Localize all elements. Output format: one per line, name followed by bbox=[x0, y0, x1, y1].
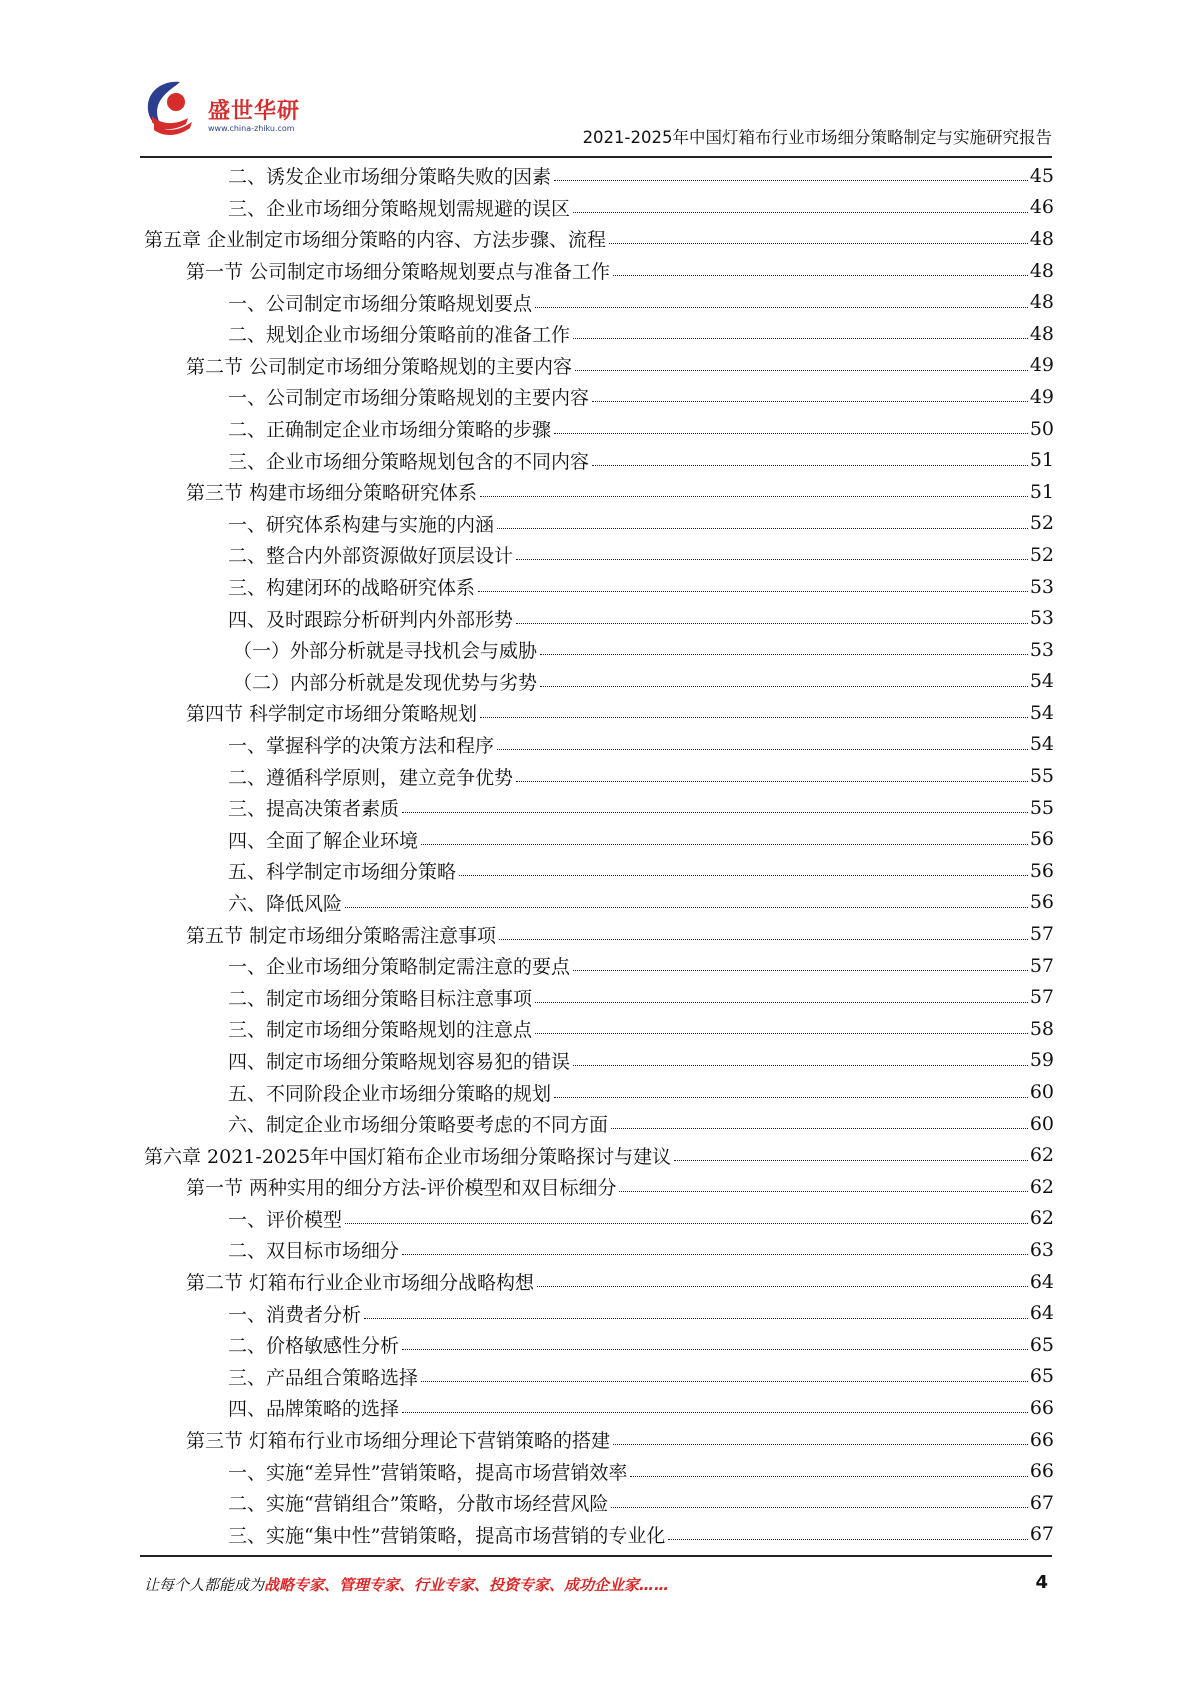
toc-dot-leader bbox=[554, 1097, 1028, 1098]
toc-entry[interactable] bbox=[144, 223, 1054, 255]
toc-entry[interactable] bbox=[228, 381, 1054, 413]
toc-dot-leader bbox=[497, 749, 1028, 750]
toc-entry-page: 62 bbox=[1029, 1207, 1054, 1230]
toc-entry[interactable] bbox=[228, 160, 1054, 192]
toc-entry-title: 第二节 灯箱布行业企业市场细分战略构想 bbox=[186, 1272, 535, 1295]
toc-entry-title: 第五节 制定市场细分策略需注意事项 bbox=[186, 924, 497, 947]
toc-entry-title: 一、消费者分析 bbox=[228, 1303, 362, 1326]
toc-dot-leader bbox=[535, 307, 1028, 308]
toc-entry-page: 49 bbox=[1029, 354, 1054, 377]
toc-entry[interactable] bbox=[228, 1013, 1054, 1045]
toc-entry[interactable] bbox=[228, 539, 1054, 571]
toc-dot-leader bbox=[480, 496, 1028, 497]
toc-entry-title: 二、整合内外部资源做好顶层设计 bbox=[228, 545, 514, 568]
toc-entry[interactable] bbox=[228, 602, 1054, 634]
toc-dot-leader bbox=[674, 1160, 1028, 1161]
toc-dot-leader bbox=[540, 686, 1028, 687]
toc-entry[interactable] bbox=[228, 1392, 1054, 1424]
toc-entry[interactable] bbox=[228, 1076, 1054, 1108]
toc-dot-leader bbox=[592, 401, 1028, 402]
toc-dot-leader bbox=[613, 1444, 1028, 1445]
toc-entry-title: 二、规划企业市场细分策略前的准备工作 bbox=[228, 324, 571, 347]
toc-entry[interactable] bbox=[228, 981, 1054, 1013]
toc-entry[interactable] bbox=[228, 1234, 1054, 1266]
toc-entry[interactable] bbox=[228, 1361, 1054, 1393]
toc-entry-title: 二、制定市场细分策略目标注意事项 bbox=[228, 987, 533, 1010]
toc-dot-leader bbox=[421, 844, 1028, 845]
toc-entry-title: 一、企业市场细分策略制定需注意的要点 bbox=[228, 956, 571, 979]
toc-entry-title: 一、公司制定市场细分策略规划要点 bbox=[228, 292, 533, 315]
toc-dot-leader bbox=[345, 1223, 1028, 1224]
toc-entry[interactable] bbox=[186, 697, 1054, 729]
logo-emblem-icon bbox=[140, 78, 206, 140]
toc-dot-leader bbox=[611, 1128, 1028, 1129]
toc-dot-leader bbox=[554, 433, 1028, 434]
toc-entry-title: 三、企业市场细分策略规划包含的不同内容 bbox=[228, 450, 590, 473]
toc-entry-title: 三、实施“集中性”营销策略，提高市场营销的专业化 bbox=[228, 1524, 666, 1547]
header-divider bbox=[140, 156, 1052, 158]
toc-entry[interactable] bbox=[228, 823, 1054, 855]
toc-entry-page: 53 bbox=[1029, 638, 1054, 661]
toc-dot-leader bbox=[402, 812, 1028, 813]
toc-dot-leader bbox=[402, 1254, 1028, 1255]
toc-entry[interactable] bbox=[186, 476, 1054, 508]
toc-entry-title: 五、不同阶段企业市场细分策略的规划 bbox=[228, 1082, 552, 1105]
toc-dot-leader bbox=[592, 465, 1028, 466]
toc-entry-page: 48 bbox=[1029, 291, 1054, 314]
toc-entry[interactable] bbox=[228, 855, 1054, 887]
toc-entry-page: 66 bbox=[1029, 1396, 1054, 1419]
toc-entry-title: 一、实施“差异性”营销策略，提高市场营销效率 bbox=[228, 1461, 628, 1484]
toc-entry-title: 三、提高决策者素质 bbox=[228, 798, 400, 821]
toc-entry-page: 67 bbox=[1029, 1523, 1054, 1546]
toc-entry-page: 62 bbox=[1029, 1175, 1054, 1198]
toc-dot-leader bbox=[668, 1539, 1027, 1540]
toc-dot-leader bbox=[573, 970, 1028, 971]
toc-entry[interactable] bbox=[228, 729, 1054, 761]
toc-dot-leader bbox=[613, 275, 1028, 276]
toc-entry-title: 二、诱发企业市场细分策略失败的因素 bbox=[228, 166, 552, 189]
toc-dot-leader bbox=[535, 1033, 1028, 1034]
toc-dot-leader bbox=[459, 875, 1028, 876]
toc-dot-leader bbox=[345, 907, 1028, 908]
toc-dot-leader bbox=[554, 180, 1028, 181]
toc-entry-page: 48 bbox=[1029, 227, 1054, 250]
toc-entry-title: 第三节 灯箱布行业市场细分理论下营销策略的搭建 bbox=[186, 1430, 611, 1453]
toc-entry[interactable] bbox=[228, 760, 1054, 792]
toc-entry-page: 65 bbox=[1029, 1333, 1054, 1356]
toc-entry-title: 第五章 企业制定市场细分策略的内容、方法步骤、流程 bbox=[144, 229, 607, 252]
toc-entry-title: 第六章 2021-2025年中国灯箱布企业市场细分策略探讨与建议 bbox=[144, 1145, 672, 1168]
toc-entry-page: 50 bbox=[1029, 417, 1054, 440]
toc-entry[interactable] bbox=[228, 950, 1054, 982]
toc-entry[interactable] bbox=[228, 286, 1054, 318]
toc-entry-title: （一）外部分析就是寻找机会与威胁 bbox=[233, 640, 538, 663]
toc-dot-leader bbox=[535, 1002, 1028, 1003]
toc-entry[interactable] bbox=[228, 792, 1054, 824]
toc-entry-page: 62 bbox=[1029, 1144, 1054, 1167]
toc-dot-leader bbox=[421, 1381, 1028, 1382]
toc-entry-page: 53 bbox=[1029, 607, 1054, 630]
toc-entry[interactable] bbox=[233, 666, 1054, 698]
toc-entry[interactable] bbox=[233, 634, 1054, 666]
toc-entry[interactable] bbox=[228, 1045, 1054, 1077]
page-footer bbox=[144, 1574, 1054, 1595]
toc-entry-title: 一、研究体系构建与实施的内涵 bbox=[228, 513, 495, 536]
toc-dot-leader bbox=[630, 1476, 1027, 1477]
toc-entry[interactable] bbox=[186, 918, 1054, 950]
toc-dot-leader bbox=[619, 1191, 1027, 1192]
toc-entry[interactable] bbox=[186, 1171, 1054, 1203]
toc-dot-leader bbox=[497, 528, 1028, 529]
toc-entry-title: 三、制定市场细分策略规划的注意点 bbox=[228, 1019, 533, 1042]
toc-entry-title: 六、降低风险 bbox=[228, 892, 343, 915]
toc-dot-leader bbox=[516, 559, 1028, 560]
toc-dot-leader bbox=[516, 623, 1028, 624]
toc-entry-page: 54 bbox=[1029, 733, 1054, 756]
toc-entry[interactable] bbox=[228, 413, 1054, 445]
toc-entry-title: 一、掌握科学的决策方法和程序 bbox=[228, 734, 495, 757]
toc-entry[interactable] bbox=[186, 350, 1054, 382]
toc-entry[interactable] bbox=[186, 1266, 1054, 1298]
toc-entry-page: 67 bbox=[1029, 1491, 1054, 1514]
toc-dot-leader bbox=[364, 1318, 1028, 1319]
toc-dot-leader bbox=[573, 212, 1028, 213]
toc-entry-page: 66 bbox=[1029, 1428, 1054, 1451]
toc-entry[interactable] bbox=[228, 571, 1054, 603]
toc-entry-page: 55 bbox=[1029, 796, 1054, 819]
toc-entry-page: 59 bbox=[1029, 1049, 1054, 1072]
toc-entry-title: 四、全面了解企业环境 bbox=[228, 829, 419, 852]
toc-dot-leader bbox=[478, 591, 1028, 592]
toc-entry-page: 60 bbox=[1029, 1081, 1054, 1104]
toc-entry-page: 64 bbox=[1029, 1270, 1054, 1293]
toc-entry-page: 55 bbox=[1029, 765, 1054, 788]
toc-entry-title: 四、及时跟踪分析研判内外部形势 bbox=[228, 608, 514, 631]
toc-entry[interactable] bbox=[228, 1329, 1054, 1361]
toc-entry-page: 48 bbox=[1029, 259, 1054, 282]
toc-dot-leader bbox=[573, 1065, 1028, 1066]
document-title: 2021-2025年中国灯箱布行业市场细分策略制定与实施研究报告 bbox=[582, 128, 1052, 147]
toc-entry-title: 三、构建闭环的战略研究体系 bbox=[228, 577, 476, 600]
toc-dot-leader bbox=[575, 370, 1028, 371]
toc-entry[interactable] bbox=[228, 1108, 1054, 1140]
table-of-contents bbox=[0, 160, 1191, 1550]
toc-entry-title: （二）内部分析就是发现优势与劣势 bbox=[233, 671, 538, 694]
toc-dot-leader bbox=[402, 1349, 1028, 1350]
toc-dot-leader bbox=[573, 338, 1028, 339]
toc-entry[interactable] bbox=[186, 255, 1054, 287]
toc-entry-page: 66 bbox=[1029, 1460, 1054, 1483]
toc-entry[interactable] bbox=[228, 1203, 1054, 1235]
toc-dot-leader bbox=[516, 781, 1028, 782]
toc-entry[interactable] bbox=[228, 1487, 1054, 1519]
toc-entry-title: 二、正确制定企业市场细分策略的步骤 bbox=[228, 419, 552, 442]
toc-entry-page: 65 bbox=[1029, 1365, 1054, 1388]
toc-entry-page: 46 bbox=[1029, 196, 1054, 219]
toc-entry[interactable] bbox=[228, 508, 1054, 540]
logo-url: www.china-zhiku.com bbox=[208, 124, 295, 133]
toc-entry-page: 45 bbox=[1029, 164, 1054, 187]
toc-dot-leader bbox=[537, 1286, 1028, 1287]
toc-entry[interactable] bbox=[144, 1139, 1054, 1171]
toc-entry-title: 第一节 两种实用的细分方法-评价模型和双目标细分 bbox=[186, 1177, 617, 1200]
toc-entry-page: 51 bbox=[1029, 480, 1054, 503]
toc-entry-title: 五、科学制定市场细分策略 bbox=[228, 861, 457, 884]
toc-entry-page: 54 bbox=[1029, 701, 1054, 724]
toc-entry-page: 52 bbox=[1029, 543, 1054, 566]
toc-entry[interactable] bbox=[228, 1455, 1054, 1487]
page-number: 4 bbox=[1035, 1572, 1048, 1593]
toc-entry-page: 52 bbox=[1029, 512, 1054, 535]
toc-entry-title: 二、价格敏感性分析 bbox=[228, 1335, 400, 1358]
toc-entry-page: 60 bbox=[1029, 1112, 1054, 1135]
toc-entry-page: 57 bbox=[1029, 923, 1054, 946]
footer-slogan-prefix: 让每个人都能成为 bbox=[144, 1576, 265, 1594]
toc-entry-page: 57 bbox=[1029, 954, 1054, 977]
toc-dot-leader bbox=[480, 717, 1028, 718]
toc-entry-page: 49 bbox=[1029, 385, 1054, 408]
toc-entry-title: 四、品牌策略的选择 bbox=[228, 1398, 400, 1421]
logo-name: 盛世华研 bbox=[208, 99, 301, 124]
toc-entry[interactable] bbox=[228, 192, 1054, 224]
toc-entry-title: 三、企业市场细分策略规划需规避的误区 bbox=[228, 197, 571, 220]
toc-entry-page: 58 bbox=[1029, 1017, 1054, 1040]
toc-entry-page: 64 bbox=[1029, 1302, 1054, 1325]
toc-entry[interactable] bbox=[228, 1519, 1054, 1551]
toc-entry-title: 一、评价模型 bbox=[228, 1208, 343, 1231]
toc-entry-page: 57 bbox=[1029, 986, 1054, 1009]
toc-dot-leader bbox=[540, 654, 1028, 655]
toc-entry-title: 第四节 科学制定市场细分策略规划 bbox=[186, 703, 478, 726]
toc-entry-title: 第一节 公司制定市场细分策略规划要点与准备工作 bbox=[186, 261, 611, 284]
toc-entry-page: 56 bbox=[1029, 859, 1054, 882]
toc-entry-page: 51 bbox=[1029, 449, 1054, 472]
footer-slogan-highlight: 战略专家、管理专家、行业专家、投资专家、成功企业家…… bbox=[264, 1576, 670, 1594]
toc-entry-page: 56 bbox=[1029, 828, 1054, 851]
toc-entry-page: 53 bbox=[1029, 575, 1054, 598]
toc-entry-title: 三、产品组合策略选择 bbox=[228, 1366, 419, 1389]
toc-entry-title: 二、遵循科学原则，建立竞争优势 bbox=[228, 766, 514, 789]
toc-entry[interactable] bbox=[186, 1424, 1054, 1456]
toc-entry-page: 54 bbox=[1029, 670, 1054, 693]
toc-entry-title: 一、公司制定市场细分策略规划的主要内容 bbox=[228, 387, 590, 410]
toc-entry-title: 四、制定市场细分策略规划容易犯的错误 bbox=[228, 1050, 571, 1073]
footer-divider bbox=[140, 1555, 1052, 1557]
toc-dot-leader bbox=[609, 243, 1028, 244]
toc-entry-title: 二、双目标市场细分 bbox=[228, 1240, 400, 1263]
toc-entry-page: 56 bbox=[1029, 891, 1054, 914]
toc-entry-title: 第三节 构建市场细分策略研究体系 bbox=[186, 482, 478, 505]
toc-entry[interactable] bbox=[228, 318, 1054, 350]
page-header bbox=[140, 78, 1052, 154]
toc-entry-page: 48 bbox=[1029, 322, 1054, 345]
toc-dot-leader bbox=[402, 1412, 1028, 1413]
toc-entry-title: 六、制定企业市场细分策略要考虑的不同方面 bbox=[228, 1114, 609, 1137]
toc-entry-page: 63 bbox=[1029, 1238, 1054, 1261]
toc-entry[interactable] bbox=[228, 444, 1054, 476]
toc-entry-title: 第二节 公司制定市场细分策略规划的主要内容 bbox=[186, 355, 573, 378]
toc-dot-leader bbox=[611, 1507, 1027, 1508]
toc-entry[interactable] bbox=[228, 887, 1054, 919]
toc-entry-title: 二、实施“营销组合”策略，分散市场经营风险 bbox=[228, 1493, 609, 1516]
company-logo bbox=[140, 78, 340, 148]
toc-entry[interactable] bbox=[228, 1297, 1054, 1329]
toc-dot-leader bbox=[499, 939, 1028, 940]
